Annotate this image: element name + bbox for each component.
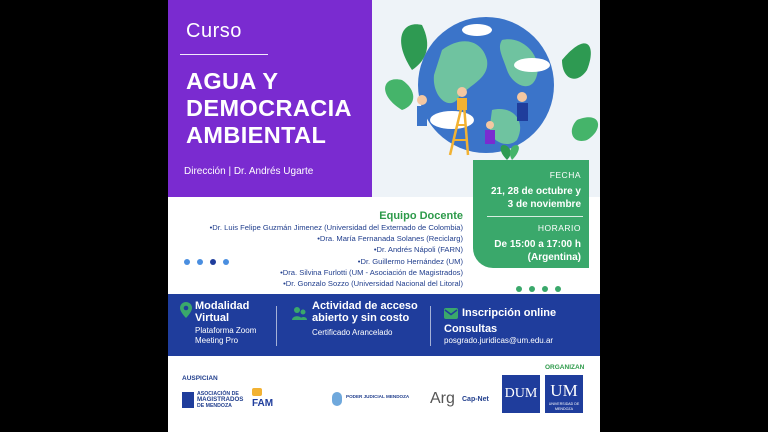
inscripcion-section [444,307,556,346]
horario-label: HORARIO [537,223,581,233]
capnet-logo-text: Cap-Net [462,396,489,403]
plataforma-line-2: Meeting Pro [195,336,239,345]
actividad-section [292,300,418,338]
dot-icon [184,259,190,265]
title-line-1: AGUA Y [186,68,279,94]
poder-judicial-emblem-icon [332,392,342,406]
logo-line: DE MENDOZA [197,403,232,409]
organizan-label: ORGANIZAN [545,364,585,371]
fecha-value-line-1: 21, 28 de octubre y [490,186,581,197]
decorative-dots-left [184,252,236,270]
modalidad-value: Virtual [195,312,230,324]
course-title [186,68,376,149]
dot-icon [555,286,561,292]
dot-icon [542,286,548,292]
magistrados-logo-icon [182,392,194,408]
band-divider [276,306,277,346]
fecha-label: FECHA [549,170,581,180]
people-icon [292,306,307,321]
dot-icon [197,259,203,265]
dot-icon [210,259,216,265]
certificado-text: Certificado Arancelado [312,328,393,337]
magistrados-logo-text [197,391,243,409]
email-link[interactable]: posgrado.juridicas@um.edu.ar [444,336,554,345]
auspician-label: AUSPICIAN [182,375,218,382]
inscripcion-link[interactable]: Inscripción online [462,307,557,319]
curso-label: Curso [186,20,242,42]
equipo-docente-heading: Equipo Docente [379,210,463,222]
plataforma-line-1: Plataforma Zoom [195,326,257,335]
location-pin-icon [180,302,192,318]
um-logo-subtext: UNIVERSIDAD DE MENDOZA [548,402,580,411]
docente-item: •Dra. Silvina Furlotti (UM - Asociación de Magistrados) [280,267,463,277]
um-logo-text: UM [550,381,578,400]
dum-logo [502,375,540,413]
logo-line: MAGISTRADOS [197,396,244,403]
title-panel [168,0,372,197]
docente-item: •Dr. Luis Felipe Guzmán Jimenez (Universidad del Externado de Colombia) [209,223,463,232]
fam-logo-text: FAM [252,398,274,409]
fam-logo-icon [252,388,262,396]
logo-line: ASOCIACIÓN DE [197,391,239,397]
docentes-list [210,222,463,289]
schedule-divider [487,216,583,217]
arg-logo-text: Arg [430,390,455,407]
um-logo [545,375,583,413]
docente-item: •Dra. María Fernanada Solanes (Reciclarg) [317,234,463,244]
curso-underline [180,54,268,55]
dum-logo-text: DUM [504,386,538,401]
actividad-line-2: abierto y sin costo [312,312,410,324]
actividad-line-1: Actividad de acceso [312,300,418,312]
dot-icon [516,286,522,292]
docente-item: •Dr. Gonzalo Sozzo (Universidad Nacional del Litoral) [283,279,463,289]
info-band [168,294,600,356]
horario-value-line-1: De 15:00 a 17:00 h [494,239,581,250]
dot-icon [223,259,229,265]
fecha-value-line-2: 3 de noviembre [507,199,581,210]
docente-item: •Dr. Andrés Nápoli (FARN) [373,245,463,255]
direccion-text: Dirección | Dr. Andrés Ugarte [184,166,314,177]
modalidad-section [180,300,256,346]
mail-icon [444,308,458,319]
sponsors-footer [168,356,600,432]
horario-value-line-2: (Argentina) [527,252,581,263]
schedule-box [473,160,589,268]
docente-item: •Dr. Guillermo Hernández (UM) [357,256,463,266]
modalidad-label: Modalidad [195,300,250,312]
poder-judicial-logo-text: PODER JUDICIAL MENDOZA [346,394,410,399]
consultas-label: Consultas [444,323,498,335]
title-line-3: AMBIENTAL [186,122,327,148]
course-poster [168,0,600,432]
dot-icon [529,286,535,292]
band-divider [430,306,431,346]
title-line-2: DEMOCRACIA [186,95,352,121]
